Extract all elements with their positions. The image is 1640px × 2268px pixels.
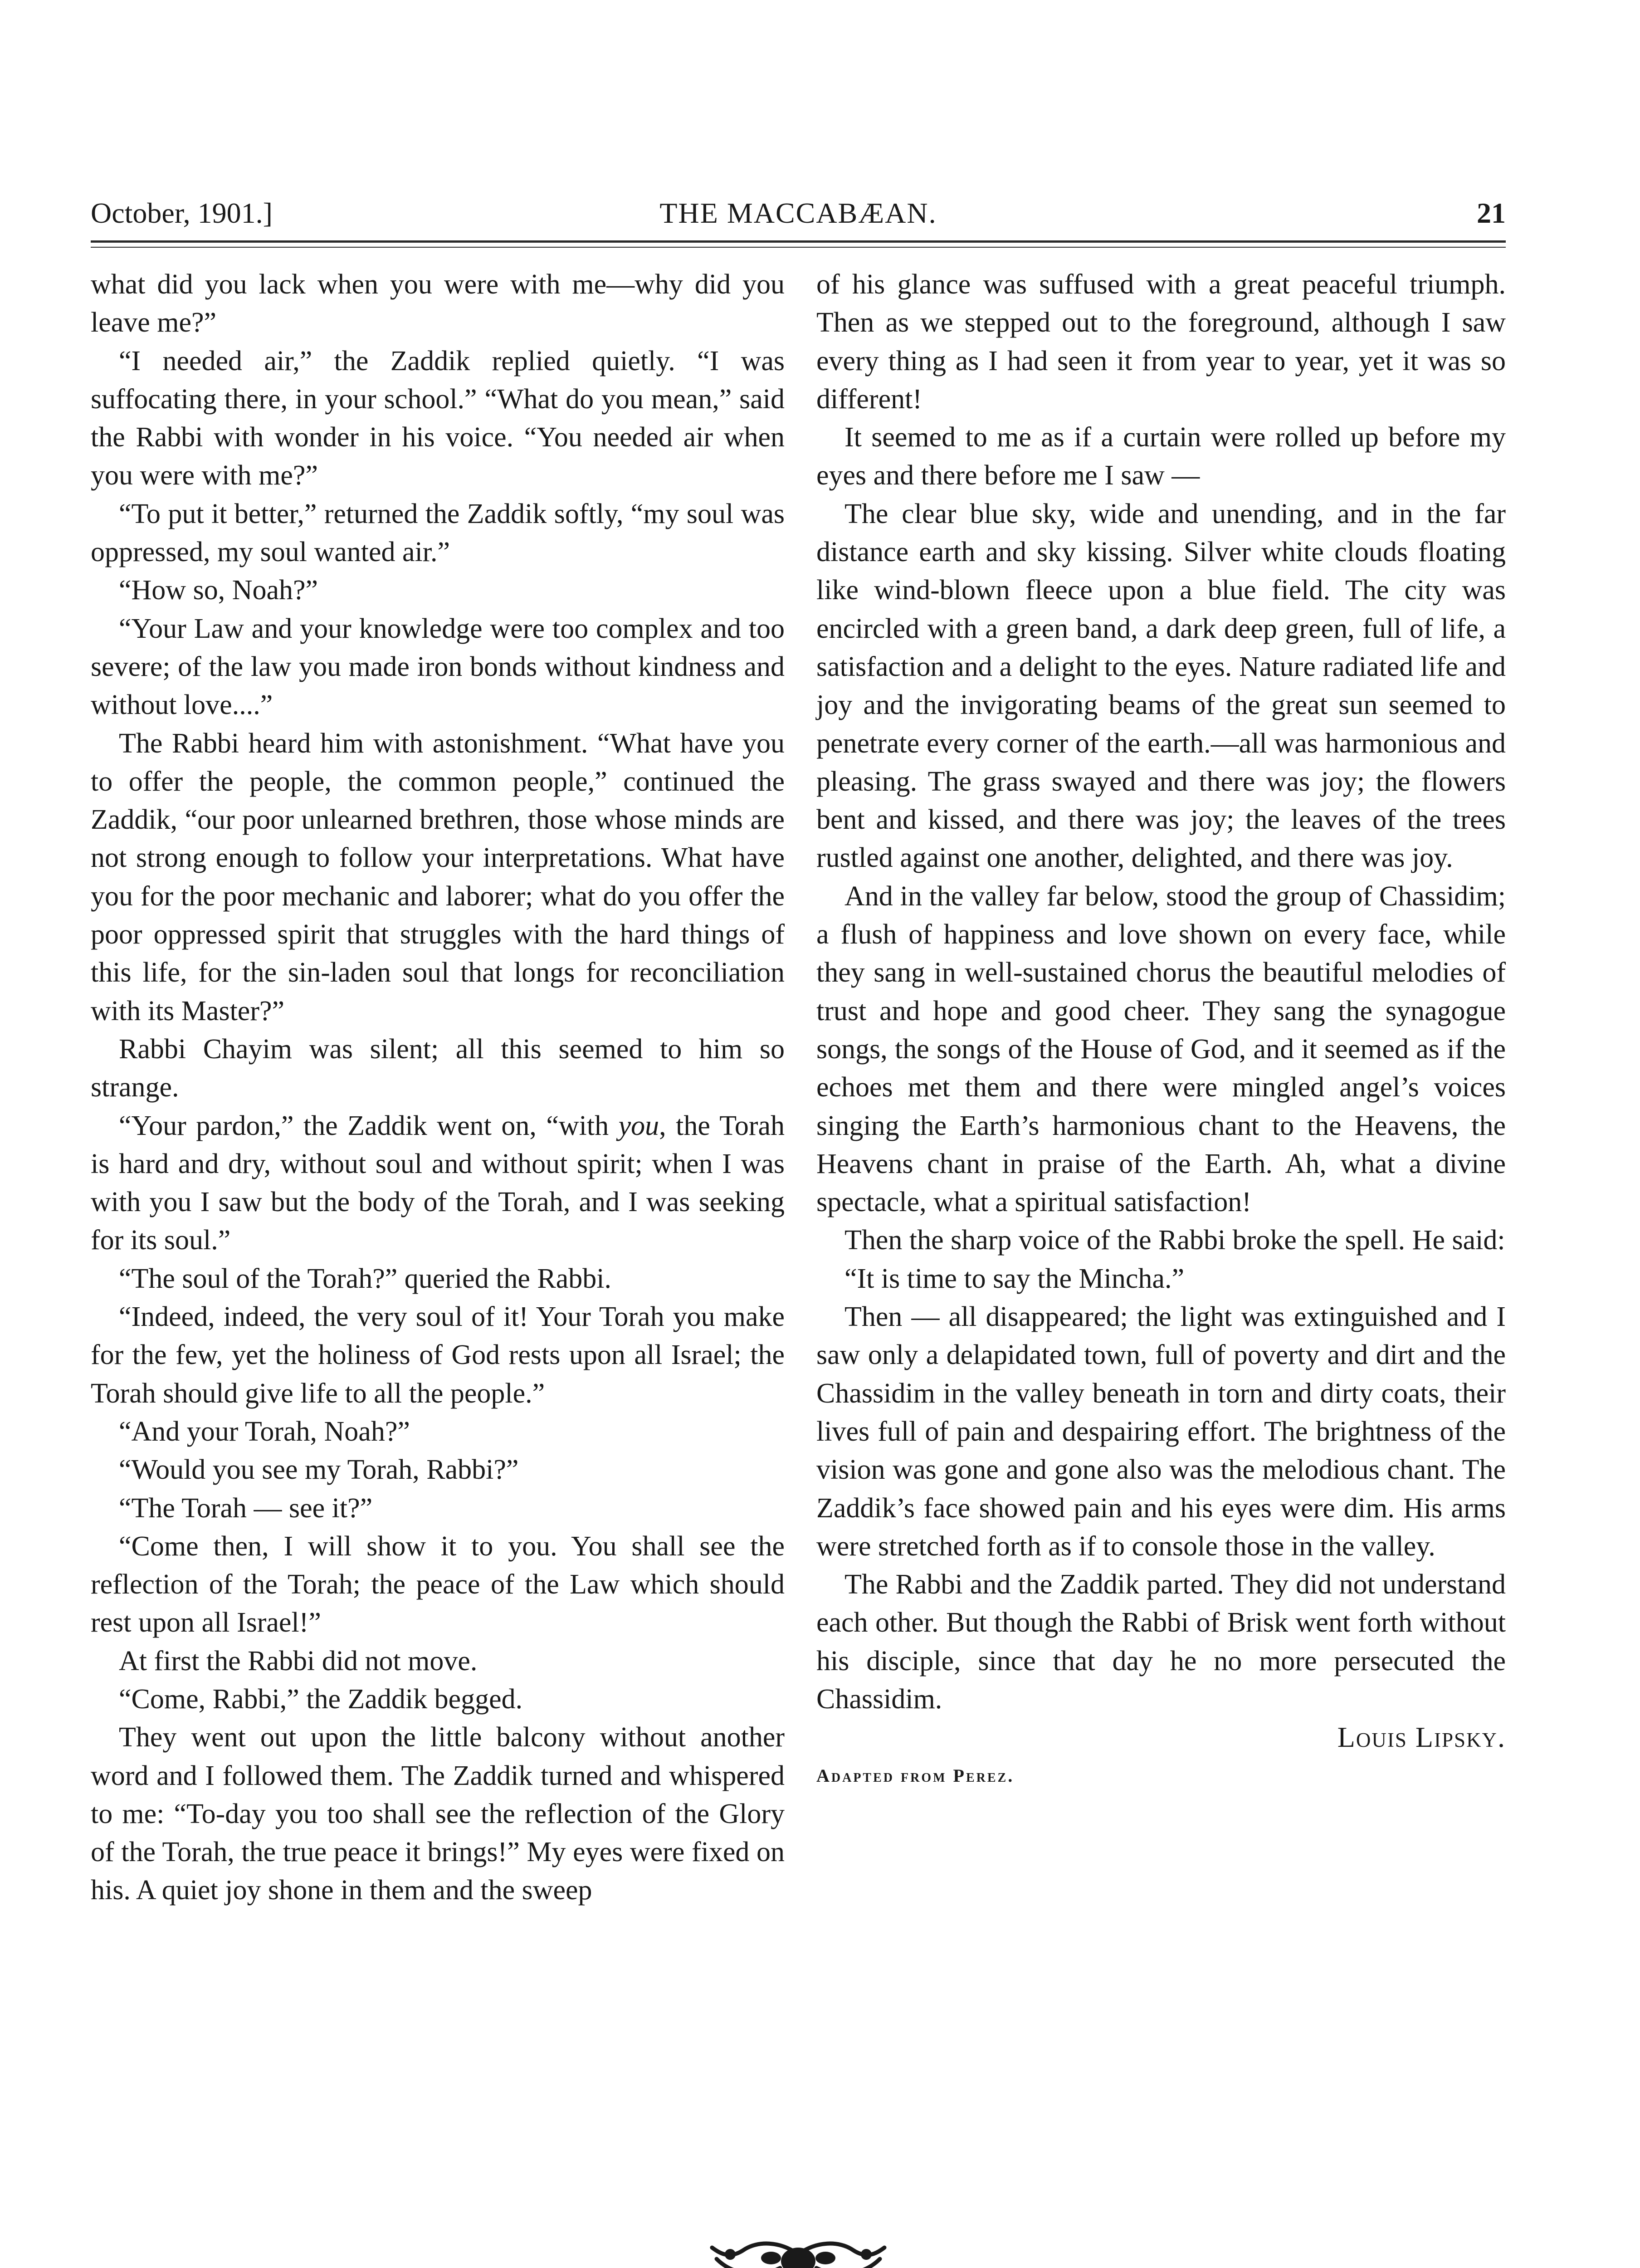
paragraph: what did you lack when you were with me—why did you leave me?” [91, 269, 785, 338]
header-rule-thick [91, 240, 1506, 243]
paragraph: “Would you see my Torah, Rabbi?” [119, 1454, 519, 1486]
paragraph: “The soul of the Torah?” queried the Rabbi. [119, 1263, 612, 1294]
journal-title: THE MACCABÆAN. [659, 197, 937, 229]
paragraph: “How so, Noah?” [119, 575, 318, 606]
paragraph: The Rabbi heard him with astonishment. “What have you to offer the people, the common people,” continued the Zaddik, “our poor unlearned brethren, those whose minds are not strong enough to follow your interpretations. What have you for the poor mechanic and laborer; what do you offer the poor oppressed spirit that struggles with the hard things of this life, for the sin-laden soul that longs for reconciliation with its Master?” [91, 728, 785, 1026]
right-column [816, 265, 1506, 1795]
paragraph: “The Torah — see it?” [119, 1492, 373, 1524]
paragraph: And in the valley far below, stood the group of Chassidim; a flush of happiness and love shown on every face, while they sang in well-sustained chorus the beautiful melodies of trust and hope and good cheer. They sang the synagogue songs, the songs of the House of God, and it seemed as if the echoes met them and there were mingled angel’s voices singing the Earth’s harmonious chant to the Heavens, the Heavens chant in praise of the Earth. Ah, what a divine spectacle, what a spiritual satisfaction! [816, 880, 1506, 1218]
paragraph: “Come, Rabbi,” the Zaddik begged. [119, 1683, 523, 1715]
paragraph-text: “Your pardon,” the Zaddik went on, “with [119, 1110, 619, 1141]
paragraph: “Indeed, indeed, the very soul of it! Your Torah you make for the few, yet the holiness of God rests upon all Israel; the Torah should give life to all the people.” [91, 1301, 785, 1409]
left-column [91, 265, 785, 1910]
paragraph: “To put it better,” returned the Zaddik softly, “my soul was oppressed, my soul wanted air.” [91, 498, 785, 568]
paragraph: The Rabbi and the Zaddik parted. They did not understand each other. But though the Rabbi of Brisk went forth without his disciple, since that day he no more persecuted the Chassidim. [816, 1569, 1506, 1715]
paragraph: “It is time to say the Mincha.” [844, 1263, 1184, 1294]
adaptation-credit: Adapted from Perez. [816, 1765, 1015, 1786]
paragraph: “And your Torah, Noah?” [119, 1416, 410, 1447]
author-signature: Louis Lipsky. [1337, 1721, 1506, 1754]
running-header [91, 191, 1506, 236]
paragraph: Then the sharp voice of the Rabbi broke the spell. He said: [844, 1225, 1505, 1256]
paragraph: “Come then, I will show it to you. You shall see the reflection of the Torah; the peace of the Law which should rest upon all Israel!” [91, 1530, 785, 1638]
paragraph [91, 1107, 785, 1260]
paragraph: Then — all disappeared; the light was extinguished and I saw only a delapidated town, full of poverty and dirt and the Chassidim in the valley beneath in torn and dirty coats, their lives full of pain and despairing effort. The brightness of the vision was gone and gone also was the melodious chant. The Zaddik’s face showed pain and his eyes were dim. His arms were stretched forth as if to console those in the valley. [816, 1301, 1506, 1562]
paragraph: At first the Rabbi did not move. [119, 1645, 478, 1677]
floral-vignette-icon [703, 2227, 893, 2268]
issue-date: October, 1901.] [91, 197, 273, 229]
paragraph: It seemed to me as if a curtain were rolled up before my eyes and there before me I saw — [816, 422, 1506, 491]
paragraph: They went out upon the little balcony without another word and I followed them. The Zaddik turned and whispered to me: “To-day you too shall see the reflection of the Glory of the Torah, the true peace it brings!” My eyes were fixed on his. A quiet joy shone in them and the sweep [91, 1722, 785, 1906]
paragraph: The clear blue sky, wide and unending, and in the far distance earth and sky kissing. Silver white clouds floating like wind-blown fleece upon a blue field. The city was encircled with a green band, a dark deep green, full of life, a satisfaction and a delight to the eyes. Nature radiated life and joy and the invigorating beams of the great sun seemed to penetrate every corner of the earth.—all was harmonious and pleasing. The grass swayed and there was joy; the flowers bent and kissed, and there was joy; the leaves of the trees rustled against one another, delighted, and there was joy. [816, 498, 1506, 874]
paragraph: Rabbi Chayim was silent; all this seemed to him so strange. [91, 1033, 785, 1103]
paragraph: “Your Law and your knowledge were too complex and too severe; of the law you made iron bonds without kindness and without love....” [91, 613, 785, 721]
paragraph: of his glance was suffused with a great peaceful triumph. Then as we stepped out to the foreground, although I saw every thing as I had seen it from year to year, yet it was so different! [816, 269, 1506, 415]
paragraph-text: , the Torah is hard and dry, without soul and without spirit; when I was with you I saw but the body of the Torah, and I was seeking for its soul.” [91, 1110, 785, 1256]
page-number: 21 [1477, 197, 1506, 229]
emphasized-word: you [618, 1110, 659, 1141]
header-rule-thin [91, 247, 1506, 248]
paragraph: “I needed air,” the Zaddik replied quietly. “I was suffocating there, in your school.” “What do you mean,” said the Rabbi with wonder in his voice. “You needed air when you were with me?” [91, 345, 785, 491]
